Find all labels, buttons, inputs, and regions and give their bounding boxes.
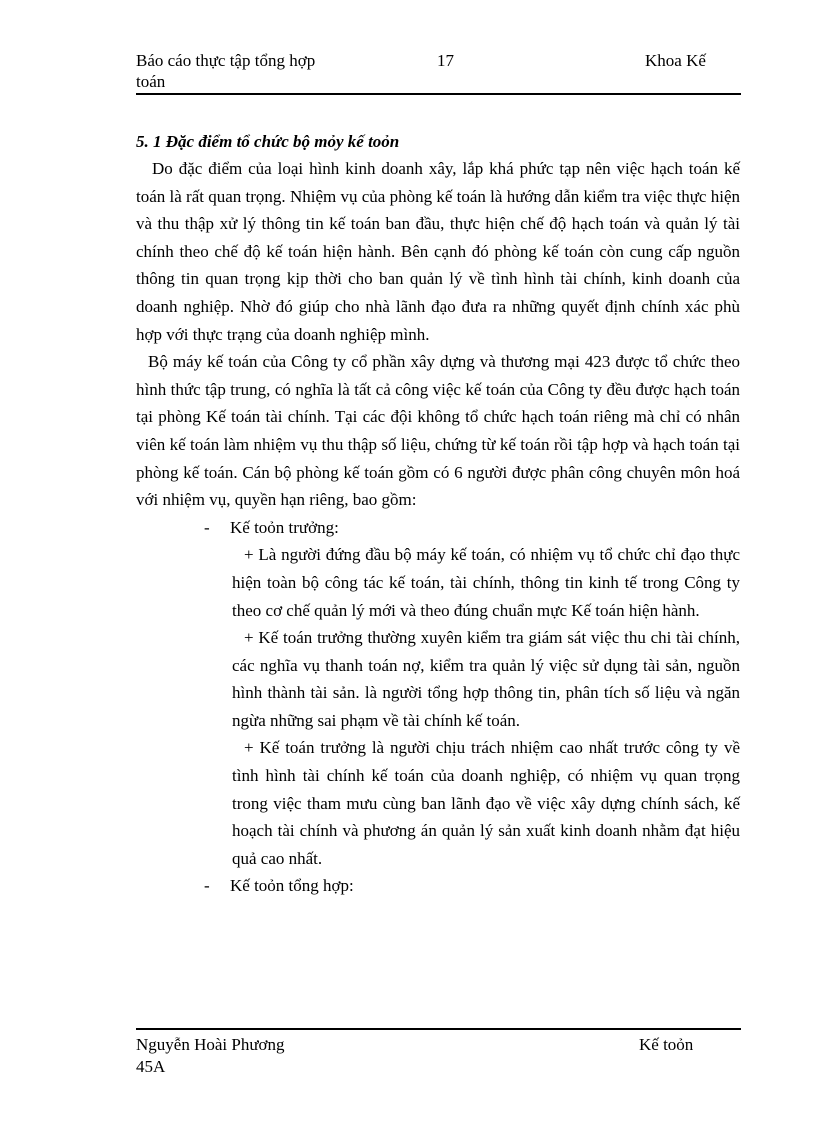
footer-author: Nguyễn Hoài Phương <box>136 1035 285 1054</box>
list-item-chief-accountant <box>204 514 740 542</box>
footer-rule <box>136 1028 741 1030</box>
list-item-general-accountant <box>204 872 740 900</box>
header-left <box>136 50 366 92</box>
footer-left <box>136 1034 285 1078</box>
paragraph-2: Bộ máy kế toán của Công ty cổ phần xây dựng và thương mại 423 được tổ chức theo hình thức tập trung, có nghĩa là tất cả công việc kế toán của Công ty đều được hạch toán tại phòng Kế toán tài chính. Tại các đội không tổ chức hạch toán riêng mà chỉ có nhân viên kế toán làm nhiệm vụ thu thập số liệu, chứng từ kế toán rồi tập hợp và hạch toán tại phòng kế toán. Cán bộ phòng kế toán gồm có 6 người được phân công chuyên môn hoá với nhiệm vụ, quyền hạn riêng, bao gồm: <box>136 352 740 510</box>
header-rule <box>136 93 741 95</box>
paragraph-1: Do đặc điểm của loại hình kinh doanh xây, lắp khá phức tạp nên việc hạch toán kế toán là rất quan trọng. Nhiệm vụ của phòng kế toán là hướng dẫn kiểm tra việc thực hiện và thu thập xử lý thông tin kế toán ban đầu, thực hiện chế độ hạch toán và quản lý tài chính theo chế độ kế toán hiện hành. Bên cạnh đó phòng kế toán còn cung cấp nguồn thông tin quan trọng kịp thời cho ban quản lý về tình hình tài chính, kinh doanh của doanh nghiệp. Nhờ đó giúp cho nhà lãnh đạo đưa ra những quyết định chính xác phù hợp với thực trạng của doanh nghiệp mình. <box>136 159 740 344</box>
list-item-label: Kế toỏn tổng hợp: <box>230 876 354 896</box>
page-number: 17 <box>437 51 454 70</box>
duty-paragraph-2: + Kế toán trưởng thường xuyên kiểm tra giám sát việc thu chi tài chính, các nghĩa vụ thanh toán nợ, kiểm tra quản lý việc sử dụng tài sản, nguồn hình thành tài sản. là người tổng hợp thông tin, phân tích số liệu và ngăn ngừa những sai phạm về tài chính kế toán. <box>232 628 740 730</box>
section-title: 5. 1 Đặc điểm tổ chức bộ mỏy kế toỏn <box>136 132 400 151</box>
list-item-label: Kế toỏn trưởng: <box>230 517 339 537</box>
duty-paragraph-1: + Là người đứng đầu bộ máy kế toán, có nhiệm vụ tổ chức chỉ đạo thực hiện toàn bộ công tác kế toán, tài chính, thông tin kinh tế trong Công ty theo cơ chế quản lý mới và theo đúng chuẩn mực Kế toán hiện hành. <box>232 545 740 620</box>
duty-paragraph-3: + Kế toán trưởng là người chịu trách nhiệm cao nhất trước công ty về tình hình tài chính kế toán của doanh nghiệp, có nhiệm vụ quan trọng trong việc tham mưu cùng ban lãnh đạo về việc xây dựng chính sách, kế hoạch tài chính và phương án quản lý sản xuất kinh doanh nhằm đạt hiệu quả cao nhất. <box>232 738 740 868</box>
header-title-line2: toán <box>136 72 166 91</box>
footer-class: 45A <box>136 1057 166 1076</box>
role-list <box>204 514 740 900</box>
footer-right: Kế toỏn <box>639 1035 694 1054</box>
dash-bullet: - <box>204 517 210 537</box>
header-title-line1: Báo cáo thực tập tổng hợp <box>136 51 316 70</box>
main-content <box>136 131 740 900</box>
header-right: Khoa Kế <box>645 51 706 70</box>
dash-bullet: - <box>204 876 210 896</box>
